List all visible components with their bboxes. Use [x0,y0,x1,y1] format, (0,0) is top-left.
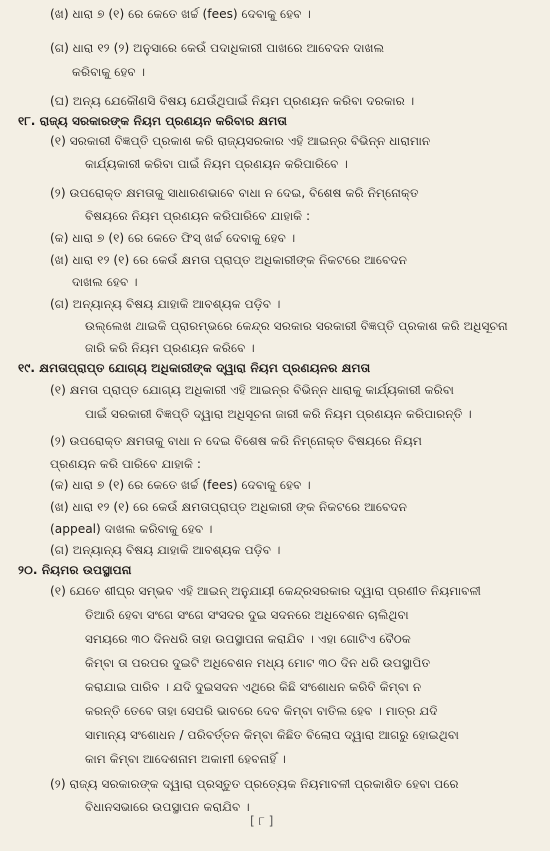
text-line: (୨) ଉପରୋକ୍ତ କ୍ଷମତାକୁ ସାଧାରଣଭାବେ ବାଧା ନ ଦେଇ, ବିଶେଷ କରି ନିମ୍ନୋକ୍ତ [50,186,419,200]
text-line: ଉଲ୍ଲେଖ ଥାଇକି ପ୍ରାରମ୍ଭରେ କେନ୍ଦ୍ର ସରକାର ସରକାରୀ ବିଜ୍ଞପ୍ତି ପ୍ରକାଶ କରି ଅଧିସୂଚନା [85,319,508,333]
section-heading: ୧୯. କ୍ଷମତାପ୍ରାପ୍ତ ଯୋଗ୍ୟ ଅଧିକାରୀଙ୍କ ଦ୍ୱାରା ନିୟମ ପ୍ରଣୟନର କ୍ଷମତା [18,361,371,375]
text-line: (ଗ) ଧାରା ୧୨ (୨) ଅନୁସାରେ କେଉଁ ପଦାଧିକାରୀ ପାଖରେ ଆବେଦନ ଦାଖଲ [50,41,385,55]
text-line: ତିଆରି ହେବା ସଂଗେ ସଂଗେ ସଂସଦର ଦୁଇ ସଦନରେ ଅଧିବେଶନ ଚାଲିଥିବା [85,608,409,622]
text-line: (ଖ) ଧାରା ୭ (୧) ରେ କେତେ ଖର୍ଚ୍ଚ (fees) ଦେବାକୁ ହେବ । [50,7,311,21]
text-line: କରାଯାଇ ପାରିବ । ଯଦି ଦୁଇସଦନ ଏଥିରେ କିଛି ସଂଶୋଧନ କରିବି କିମ୍ବା ନ [85,680,422,694]
text-line: (୧) ସରକାରୀ ବିଜ୍ଞପ୍ତି ପ୍ରକାଶ କରି ରାଜ୍ୟସରକାର ଏହି ଆଇନ୍‌ର ବିଭିନ୍ନ ଧାରାମାନ [50,134,431,148]
text-line: ବିଧାନସଭାରେ ଉପସ୍ଥାପନ କରାଯିବ । [85,800,250,814]
section-heading: ୨୦. ନିୟମର ଉପସ୍ଥାପନା [18,563,132,577]
text-line: (ଘ) ଅନ୍ୟ ଯେକୌଣସି ବିଷୟ ଯେଉଁଥିପାଇଁ ନିୟମ ପ୍ରଣୟନ କରିବା ଦରକାର । [50,94,415,108]
text-line: (ଗ) ଅନ୍ୟାନ୍ୟ ବିଷୟ ଯାହାକି ଆବଶ୍ୟକ ପଡ଼ିବ । [50,297,281,311]
text-line: (ଖ) ଧାରା ୧୨ (୧) ରେ କେଉଁ କ୍ଷମତା ପ୍ରାପ୍ତ ଅଧିକାରୀଙ୍କ ନିକଟରେ ଆବେଦନ [50,253,408,267]
text-line: ସମୟରେ ୩୦ ଦିନଧରି ତାହା ଉପସ୍ଥାପନା କରାଯିବ । ଏହା ଗୋଟିଏ ବୈଠକ [85,632,411,646]
text-line: (କ) ଧାରା ୭ (୧) ରେ କେତେ ଫିସ୍ ଖର୍ଚ୍ଚ ଦେବାକୁ ହେବ । [50,231,296,245]
text-line: ଜାରି କରି ନିୟମ ପ୍ରଣୟନ କରିବେ । [85,341,255,355]
text-line: ପ୍ରଣୟନ କରି ପାରିବେ ଯାହାକି : [50,457,201,471]
text-line: କରନ୍ତି ତେବେ ତାହା ସେପରି ଭାବରେ ଦେବ କିମ୍ବା ବାତିଲ ହେବ । ମାତ୍ର ଯଦି [85,704,438,718]
text-line: କାମ କିମ୍ବା ଆଦେଶନାମ ଅକାମୀ ହେବନାହିଁ । [85,752,286,766]
text-line: (୧) କ୍ଷମତା ପ୍ରାପ୍ତ ଯୋଗ୍ୟ ଅଧିକାରୀ ଏହି ଆଇନ୍‌ର ବିଭିନ୍ନ ଧାରାକୁ କାର୍ଯ୍ୟକାରୀ କରିବା [50,383,454,397]
text-line: (କ) ଧାରା ୭ (୧) ରେ କେତେ ଖର୍ଚ୍ଚ (fees) ଦେବାକୁ ହେବ । [50,478,311,492]
text-line: (୨) ଉପରୋକ୍ତ କ୍ଷମତାକୁ ବାଧା ନ ଦେଇ ବିଶେଷ କରି ନିମ୍ନୋକ୍ତ ବିଷୟରେ ନିୟମ [50,434,422,448]
text-line: ଦାଖଲ ହେବ । [72,275,138,289]
text-line: (୨) ରାଜ୍ୟ ସରକାରଙ୍କ ଦ୍ୱାରା ପ୍ରସ୍ତୁତ ପ୍ରତ୍ୟେକ ନିୟମାବଳୀ ପ୍ରକାଶିତ ହେବା ପରେ [50,777,459,791]
text-line: (ଗ) ଅନ୍ୟାନ୍ୟ ବିଷୟ ଯାହାକି ଆବଶ୍ୟକ ପଡ଼ିବ । [50,543,281,557]
text-line: (ଖ) ଧାରା ୧୨ (୧) ରେ କେଉଁ କ୍ଷମତାପ୍ରାପ୍ତ ଅଧିକାରୀ ଙ୍କ ନିକଟରେ ଆବେଦନ [50,500,408,514]
text-line: କରିବାକୁ ହେବ । [72,65,146,79]
text-line: ପାଇଁ ସରକାରୀ ବିଜ୍ଞପ୍ତି ଦ୍ୱାରା ଅଧିସୂଚନା ଜାରୀ କରି ନିୟମ ପ୍ରଣୟନ କରିପାରନ୍ତି । [85,407,472,421]
text-line: (୧) ଯେତେ ଶୀଘ୍ର ସମ୍ଭବ ଏହି ଆଇନ୍ ଅନୁଯାୟୀ କେନ୍ଦ୍ରସରକାର ଦ୍ୱାରା ପ୍ରଣୀତ ନିୟମାବଳୀ [50,584,481,598]
text-line: କାର୍ଯ୍ୟକାରୀ କରିବା ପାଇଁ ନିୟମ ପ୍ରଣୟନ କରିପାରିବେ । [85,157,348,171]
section-heading: ୧୮. ରାଜ୍ୟ ସରକାରଙ୍କ ନିୟମ ପ୍ରଣୟନ କରିବାର କ୍ଷମତା [18,114,288,128]
text-line: ସାମାନ୍ୟ ସଂଶୋଧନ / ପରିବର୍ତ୍ତନ କିମ୍ବା କିଛିତ ବିଲୋପ ଦ୍ୱାରା ଆଗରୁ ହୋଇଥିବା [85,728,459,742]
text-line: କିମ୍ବା ତା ପରପର ଦୁଇଟି ଅଧିବେଶନ ମଧ୍ୟ ମୋଟ ୩୦ ଦିନ ଧରି ଉପସ୍ଥାପିତ [85,656,431,670]
page-number: [ ୮ ] [250,814,274,828]
text-line: ବିଷୟରେ ନିୟମ ପ୍ରଣୟନ କରିପାରିବେ ଯାହାକି : [85,209,311,223]
text-line: (appeal) ଦାଖଲ କରିବାକୁ ହେବ । [50,522,213,536]
